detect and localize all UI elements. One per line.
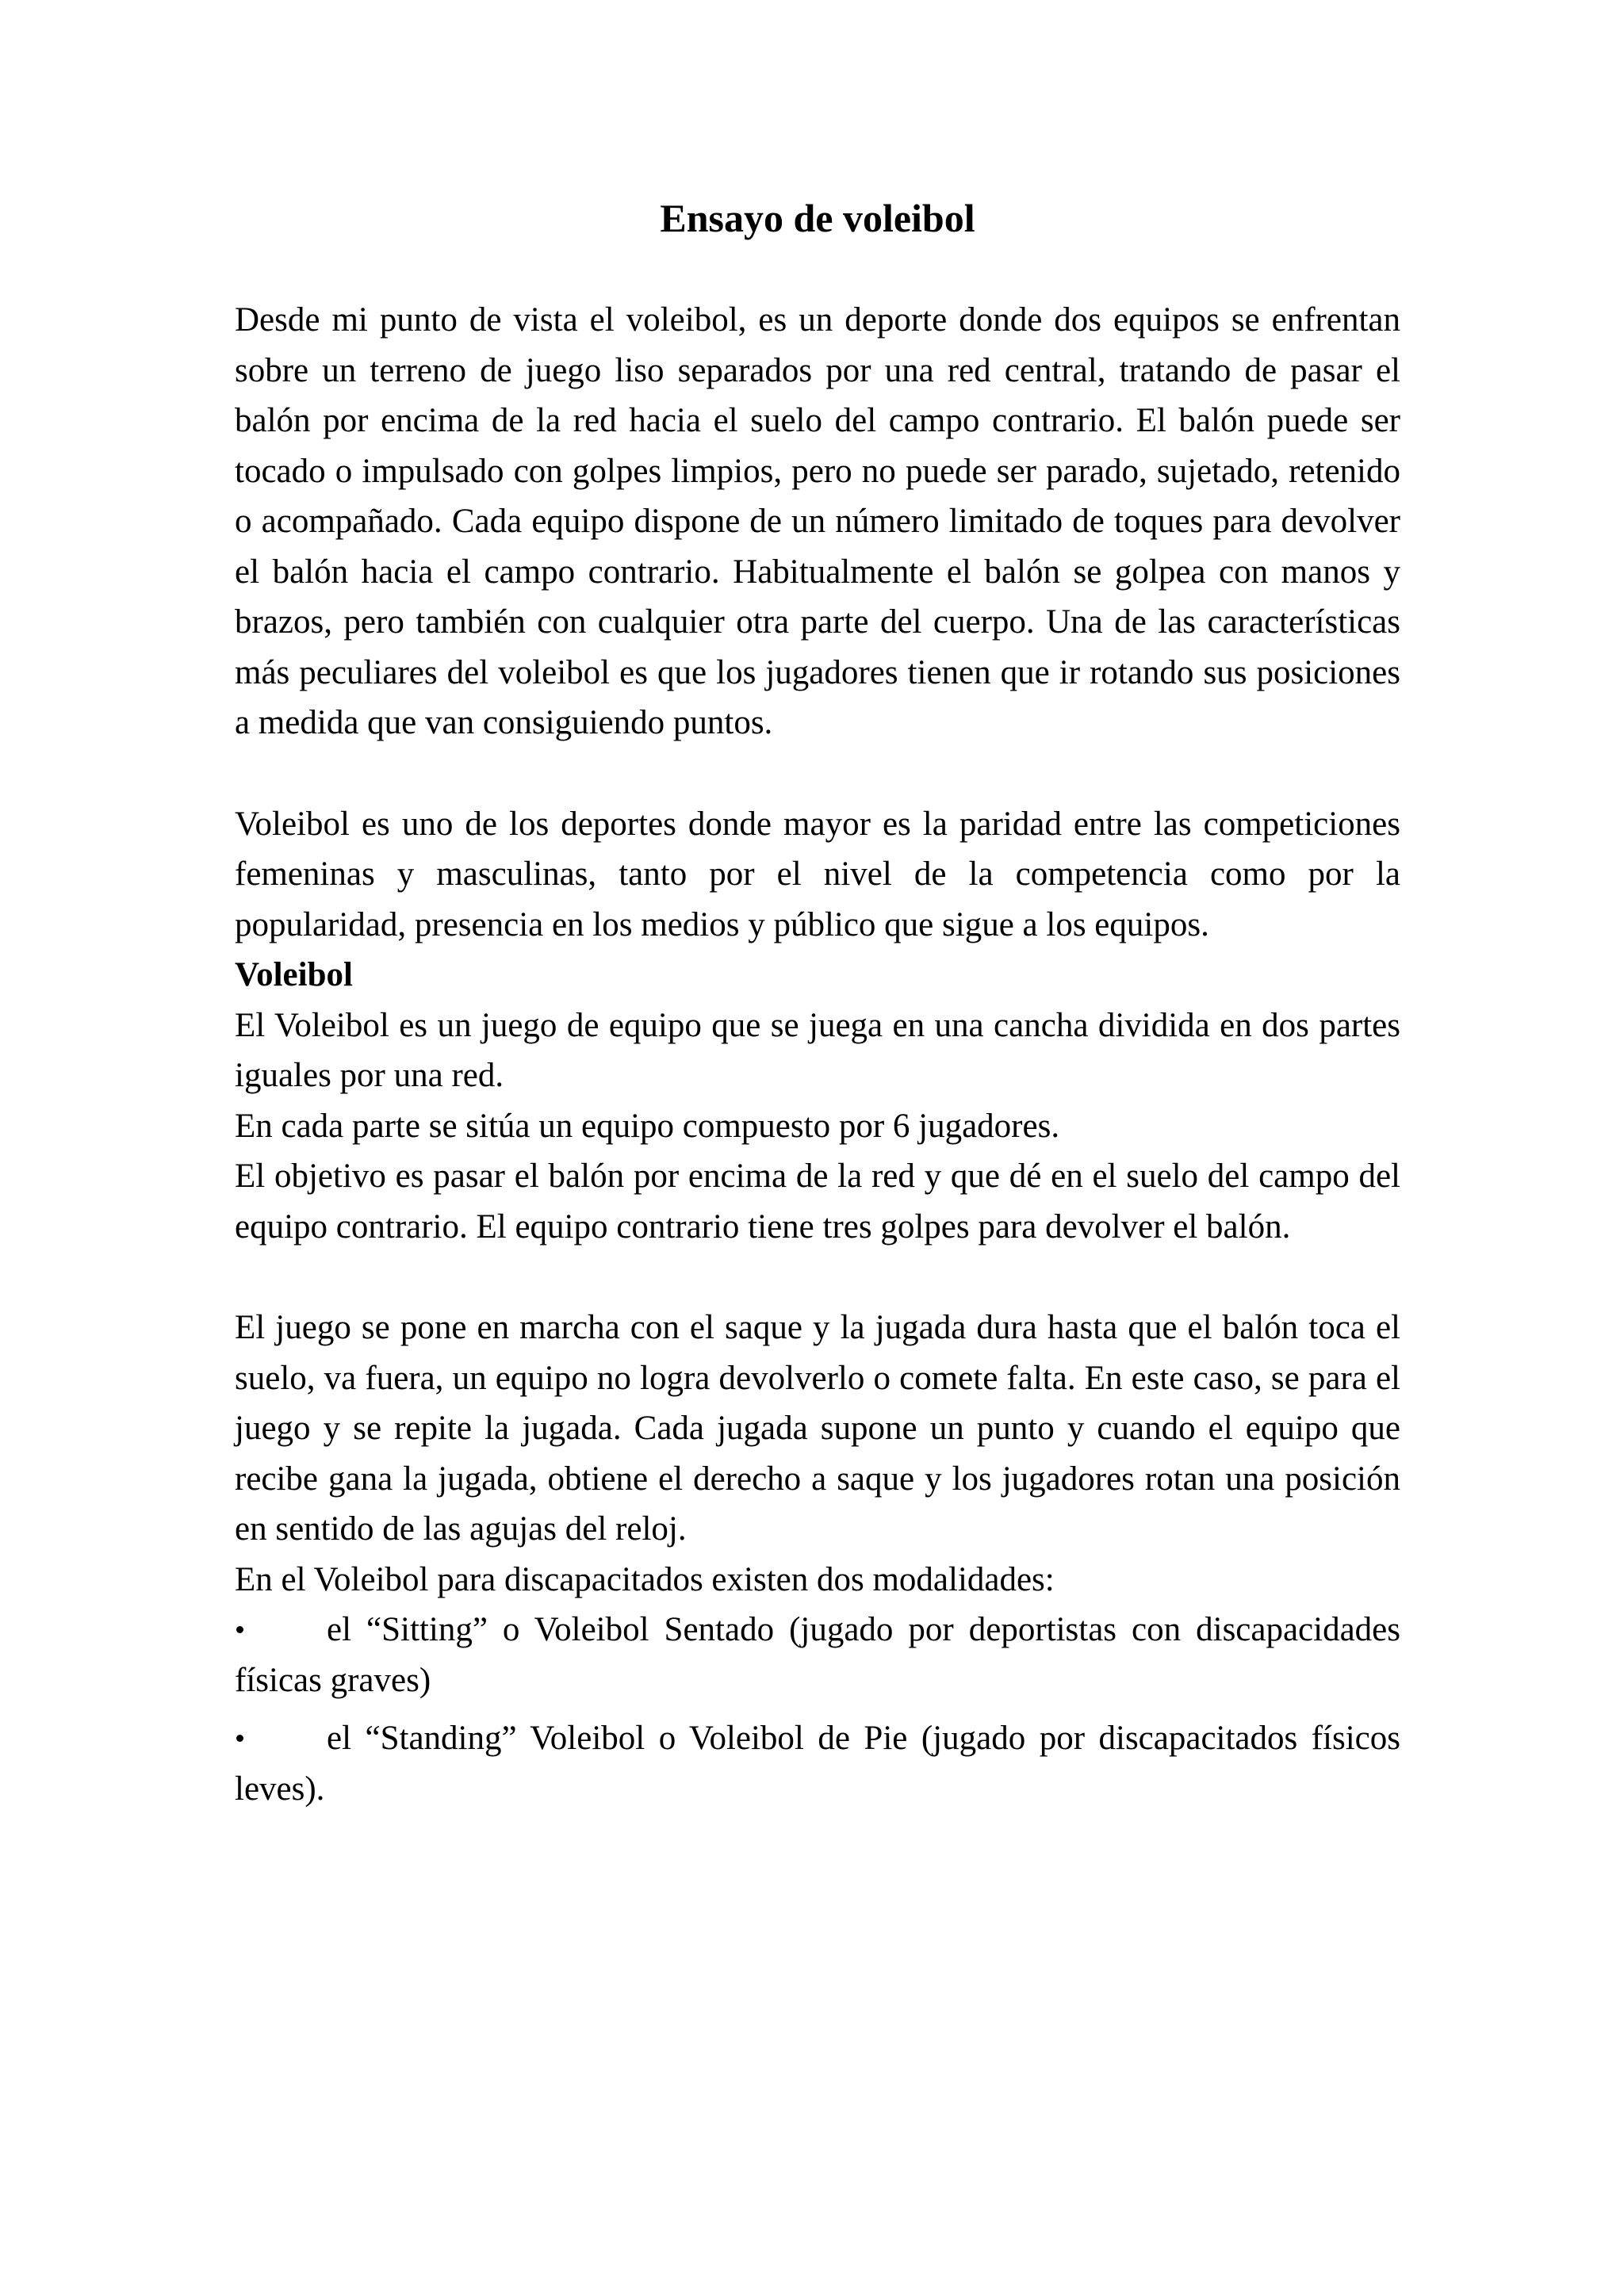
modalities-intro: En el Voleibol para discapacitados existen dos modalidades:	[235, 1560, 1055, 1598]
list-item	[235, 1713, 1400, 1814]
modality-text-1: el “Sitting” o Voleibol Sentado (jugado por deportistas con discapacidades físicas graves)	[235, 1611, 1400, 1699]
document-body	[235, 190, 1400, 1822]
modalities-list	[235, 1605, 1400, 1814]
intro-paragraph-1: Desde mi punto de vista el voleibol, es un deporte donde dos equipos se enfrentan sobre un terreno de juego liso separados por una red central, tratando de pasar el balón por encima de la red hacia el suelo del campo contrario. El balón puede ser tocado o impulsado con golpes limpios, pero no puede ser parado, sujetado, retenido o acompañado. Cada equipo dispone de un número limitado de toques para devolver el balón hacia el campo contrario. Habitualmente el balón se golpea con manos y brazos, pero también con cualquier otra parte del cuerpo. Una de las características más peculiares del voleibol es que los jugadores tienen que ir rotando sus posiciones a medida que van consiguiendo puntos.	[235, 301, 1400, 741]
list-item	[235, 1605, 1400, 1705]
section-line-2: En cada parte se sitúa un equipo compuesto por 6 jugadores.	[235, 1107, 1060, 1145]
document-title: Ensayo de voleibol	[660, 196, 975, 240]
intro-paragraph-2: Voleibol es uno de los deportes donde mayor es la paridad entre las competiciones femeninas y masculinas, tanto por el nivel de la competencia como por la popularidad, presencia en los medios y público que sigue a los equipos.	[235, 805, 1400, 943]
section-heading: Voleibol	[235, 956, 353, 993]
bullet-icon	[236, 1735, 243, 1742]
play-paragraph: El juego se pone en marcha con el saque y la jugada dura hasta que el balón toca el suelo, va fuera, un equipo no logra devolverlo o comete falta. En este caso, se para el juego y se repite la jugada. Cada jugada supone un punto y cuando el equipo que recibe gana la jugada, obtiene el derecho a saque y los jugadores rotan una posición en sentido de las agujas del reloj.	[235, 1309, 1400, 1548]
section-line-3: El objetivo es pasar el balón por encima de la red y que dé en el suelo del campo del equipo contrario. El equipo contrario tiene tres golpes para devolver el balón.	[235, 1158, 1400, 1246]
bullet-icon	[236, 1626, 243, 1633]
modality-text-2: el “Standing” Voleibol o Voleibol de Pie (jugado por discapacitados físicos leves).	[235, 1720, 1400, 1808]
section-line-1: El Voleibol es un juego de equipo que se juega en una cancha dividida en dos partes iguales por una red.	[235, 1006, 1400, 1094]
